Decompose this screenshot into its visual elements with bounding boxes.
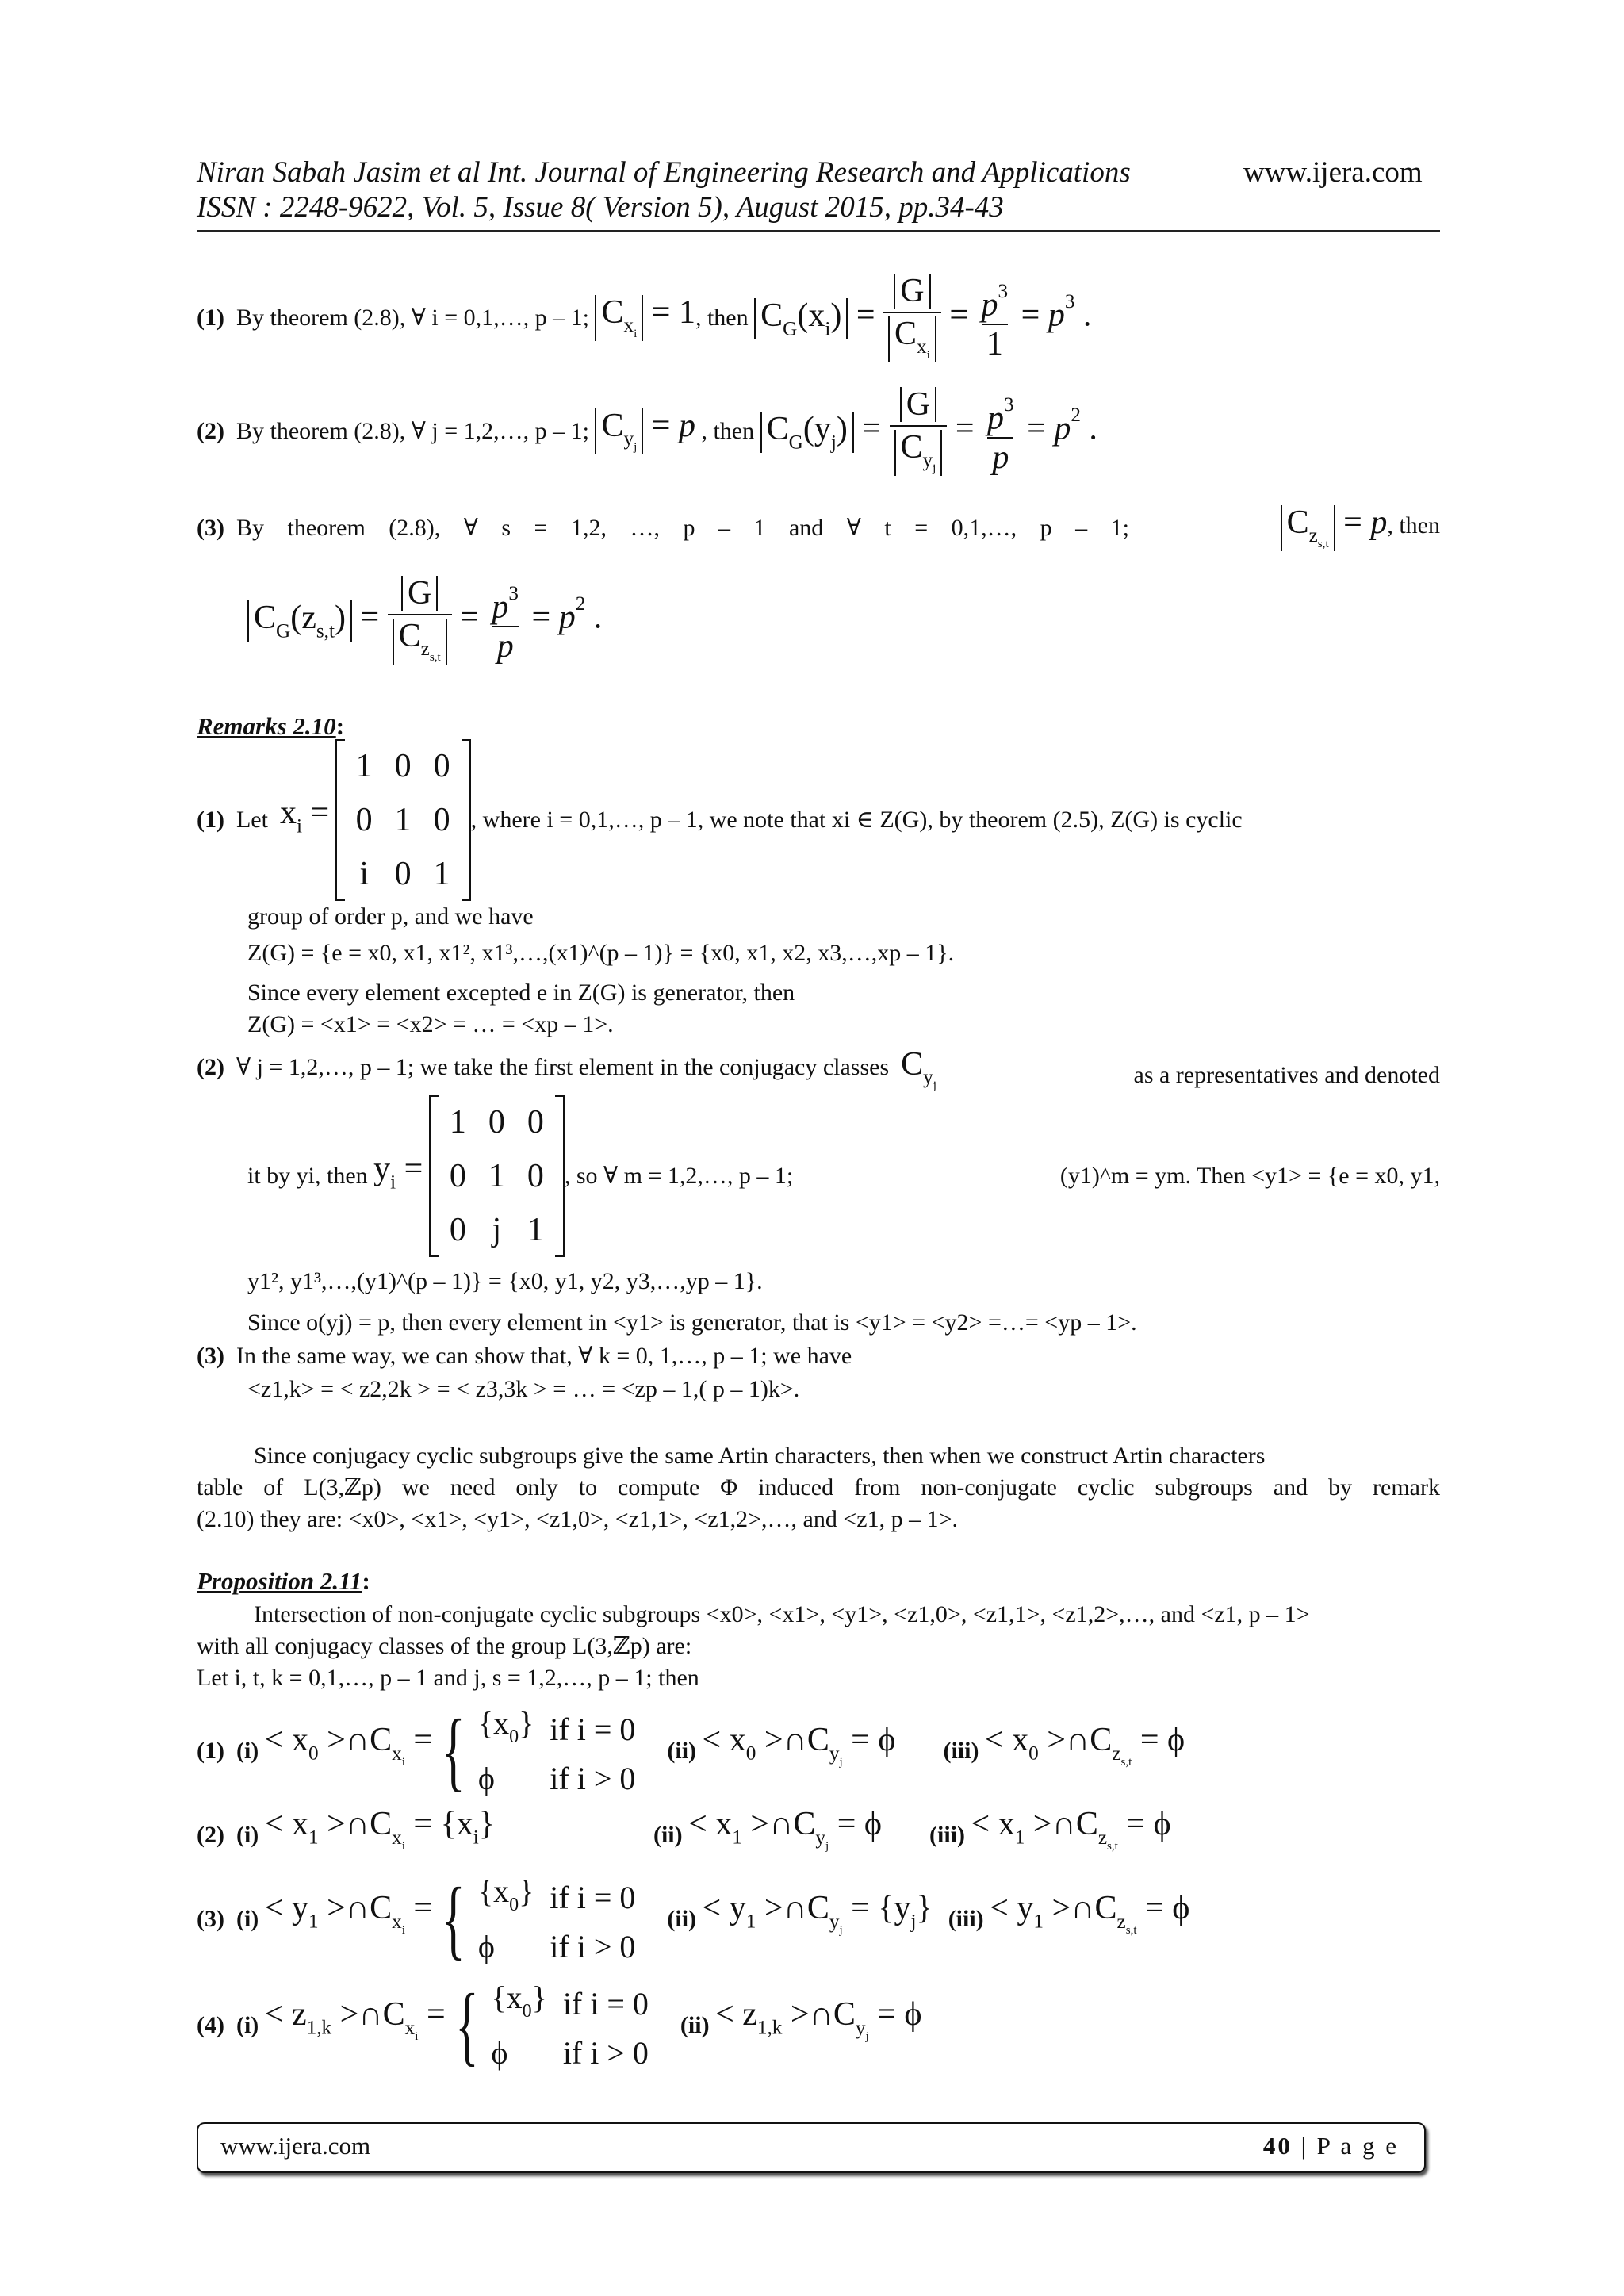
header-rule: [197, 230, 1440, 232]
remark-2-matrix: it by yi, then $y_i$ = 1 0 0 0 1 0 0 j 1 , so ∀ m = 1,2,…, p – 1; (y1)^m = ym. Then <y1> = {e = x0, y1,: [247, 1101, 1440, 1251]
item-text: By theorem (2.8), ∀ i = 0,1,…, p – 1;: [236, 305, 589, 331]
remark-3: (3) In the same way, we can show that, ∀ k = 0, 1,…, p – 1; we have: [197, 1343, 852, 1369]
proposition-line: with all conjugacy classes of the group L(3,ℤp) are:: [197, 1633, 692, 1659]
matrix-x: 1 0 0 0 1 0 i 0 1: [335, 739, 471, 901]
item-text: , where i = 0,1,…, p – 1, we note that xi ∈ Z(G), by theorem (2.5), Z(G) is cyclic: [470, 807, 1243, 833]
remarks-heading: Remarks 2.10:: [197, 712, 345, 740]
item-text: By theorem (2.8), ∀ s = 1,2, …, p – 1 and ∀ t = 0,1,…, p – 1;: [236, 515, 1129, 541]
item-1: [197, 266, 1440, 370]
item-number: (3): [197, 515, 224, 541]
remark-2-line: Since o(yj) = p, then every element in <y1> is generator, that is <y1> = <y2> =…= <yp – 1>.: [247, 1309, 1137, 1336]
remark-1-line: group of order p, and we have: [247, 903, 534, 930]
proposition-line: Intersection of non-conjugate cyclic subgroups <x0>, <x1>, <y1>, <z1,0>, <z1,1>, <z1,2>,…, and <z1, p – 1>: [254, 1601, 1310, 1627]
item-2: [197, 378, 1440, 485]
prop-case-4: (4) (i) < $z_{1,k}$ $>\cap C_{x_i}$ = { $\{x_0\}$ if i = 0 ϕ if i > 0 (ii) < $z_{1,k}$ $>\cap C_{y_j} = \phi$: [197, 1976, 922, 2075]
item-then: , then: [1387, 512, 1440, 539]
remark-1-line: Since every element excepted e in Z(G) is generator, then: [247, 979, 795, 1006]
prop-case-2: (2) (i) < $x_1$ $>\cap C_{x_i} = \{x_i\}$ (ii) < $x_1$ $>\cap C_{y_j} = \phi$ (iii) < $x_1$ $>\cap C_{z_{s,t}} = \phi$: [197, 1806, 1171, 1853]
proposition-heading: Proposition 2.11:: [197, 1567, 370, 1595]
prop-case-3: (3) (i) < $y_1$ $>\cap C_{x_i}$ = { $\{x_0\}$ if i = 0 ϕ if i > 0 (ii) < $y_1$ $>\cap C_{y_j} = \{y_j\}$ (iii) < $y_1$ $>\cap C_{z_{s,t}} = \phi$: [197, 1870, 1190, 1968]
paragraph-line: Since conjugacy cyclic subgroups give the same Artin characters, then when we construct Artin characters: [254, 1443, 1266, 1469]
item-text: Let: [236, 807, 268, 833]
item-number: (1): [197, 305, 224, 331]
matrix-y: 1 0 0 0 1 0 0 j 1: [429, 1095, 565, 1257]
journal-line: Niran Sabah Jasim et al Int. Journal of Engineering Research and Applications: [197, 156, 1131, 189]
remark-1-line: Z(G) = <x1> = <x2> = … = <xp – 1>.: [247, 1011, 614, 1037]
issn-line: ISSN : 2248-9622, Vol. 5, Issue 8( Version 5), August 2015, pp.34-43: [197, 191, 1004, 224]
prop-case-1: (1) (i) < $x_0$ $>\cap C_{x_i}$ = { $\{x_0\}$ if i = 0 ϕ if i > 0 (ii) < $x_0$ $>\cap C_{y_j} = \phi$ (iii) < $x_0$ $>\cap C_{z_{s,t}} = \phi$: [197, 1702, 1185, 1800]
formula: $C_{z_{s,t}} = p$: [1281, 504, 1388, 541]
item-text: By theorem (2.8), ∀ j = 1,2,…, p – 1;: [236, 418, 589, 444]
formula: $C_G(x_i)$ = $\frac{G}{C_{x_i}}$ = $\frac{p^3}{1}$ = $p^3$ .: [754, 274, 1091, 362]
remark-1: (1) Let $x_i$ = 1 0 0 0 1 0 i 0 1 , where i = 0,1,…, p – 1, we note that xi ∈ Z(G), by theorem (2.5), Z(G) is cyclic: [197, 749, 1440, 891]
item-number: (2): [197, 418, 224, 444]
paragraph-line: (2.10) they are: <x0>, <x1>, <y1>, <z1,0>, <z1,1>, <z1,2>,…, and <z1, p – 1>.: [197, 1506, 959, 1532]
journal-site[interactable]: www.ijera.com: [1243, 156, 1423, 189]
item-then: , then: [695, 305, 749, 331]
proposition-line: Let i, t, k = 0,1,…, p – 1 and j, s = 1,2,…, p – 1; then: [197, 1665, 699, 1691]
paragraph-line: table of L(3,ℤp) we need only to compute Φ induced from non-conjugate cyclic subgroups and by remark: [197, 1474, 1440, 1501]
remark-3-line: <z1,k> = < z2,2k > = < z3,3k > = … = <zp – 1,( p – 1)k>.: [247, 1376, 800, 1402]
page-number: 40 | P a g e: [1262, 2132, 1399, 2160]
remark-2: (2) ∀ j = 1,2,…, p – 1; we take the first element in the conjugacy classes $C_{y_j}$ as a representatives and denoted: [197, 1046, 1440, 1093]
item-3-formula: $C_G(z_{s,t})$ = $\frac{G}{C_{z_{s,t}}}$ = $\frac{p^3}{p}$ = $p^2$ .: [247, 565, 602, 676]
formula: $C_G(y_j)$ = $\frac{G}{C_{y_j}}$ = $\frac{p^3}{p}$ = $p^2$ .: [760, 387, 1097, 476]
footer-site-link[interactable]: www.ijera.com: [220, 2132, 371, 2160]
formula: $C_{x_i} = 1$: [595, 295, 695, 341]
formula: $C_{y_j} = p$: [595, 408, 695, 454]
item-then: , then: [701, 418, 755, 444]
item-number: (1): [197, 807, 224, 833]
remark-1-line: Z(G) = {e = x0, x1, x1², x1³,…,(x1)^(p – 1)} = {x0, x1, x2, x3,…,xp – 1}.: [247, 940, 955, 966]
item-3: [197, 504, 1440, 552]
remark-2-line: y1², y1³,…,(y1)^(p – 1)} = {x0, y1, y2, y3,…,yp – 1}.: [247, 1268, 763, 1294]
page-footer: [197, 2122, 1426, 2173]
